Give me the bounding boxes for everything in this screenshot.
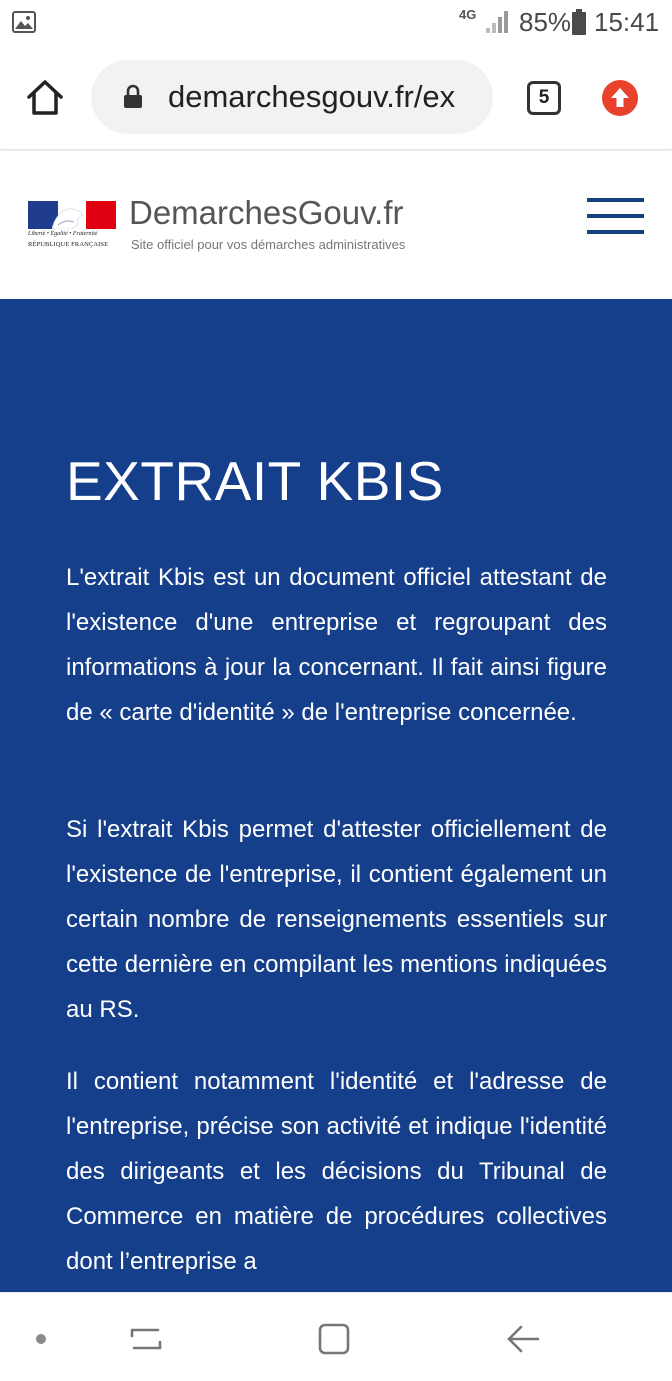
system-nav-bar	[0, 1292, 672, 1381]
status-bar	[0, 0, 672, 46]
paragraph-3: Il contient notamment l'identité et l'adresse de l'entreprise, précise son activité et indique l'identité des dirigeants et les décisions du Tribunal de Commerce en matière de procédures collectives dont l’entreprise a	[66, 1068, 607, 1275]
gallery-icon	[12, 11, 36, 33]
lock-icon	[123, 84, 143, 109]
site-header	[0, 151, 672, 299]
clock: 15:41	[594, 7, 660, 37]
logo-motto: Liberté • Égalité • Fraternité	[28, 231, 98, 237]
url-text[interactable]: demarchesgouv.fr/ex	[168, 79, 456, 114]
site-tagline: Site officiel pour vos démarches administratives	[131, 237, 406, 252]
update-icon[interactable]	[602, 80, 638, 116]
tabs-button[interactable]: 5	[527, 81, 561, 115]
hamburger-menu-icon[interactable]	[587, 198, 644, 236]
address-bar[interactable]	[91, 60, 493, 134]
dot-icon[interactable]	[36, 1334, 46, 1344]
network-type: 4G	[459, 7, 477, 22]
back-icon[interactable]	[505, 1322, 541, 1356]
site-title[interactable]: DemarchesGouv.fr	[129, 194, 404, 231]
flag-icon	[28, 201, 116, 229]
signal-icon	[484, 10, 512, 34]
browser-toolbar	[0, 46, 672, 150]
battery-percent: 85%	[519, 7, 572, 37]
logo-republic: RÉPUBLIQUE FRANÇAISE	[28, 241, 109, 248]
battery-icon	[572, 9, 586, 35]
main-content	[0, 299, 672, 1292]
marianne-logo[interactable]	[28, 201, 116, 253]
paragraph-1: L'extrait Kbis est un document officiel attestant de l'existence d'une entreprise et regroupant des informations à jour la concernant. Il fait ainsi figure de « carte d'identité » de l'entreprise concernée.	[66, 564, 607, 726]
home-icon[interactable]	[25, 78, 65, 116]
home-nav-icon[interactable]	[317, 1322, 351, 1356]
paragraph-2: Si l'extrait Kbis permet d'attester officiellement de l'existence de l'entreprise, il contient également un certain nombre de renseignements essentiels sur cette dernière en compilant les mentions indiquées au RS.	[66, 816, 607, 1023]
recent-apps-icon[interactable]	[128, 1322, 164, 1356]
page-title: EXTRAIT KBIS	[66, 450, 444, 512]
